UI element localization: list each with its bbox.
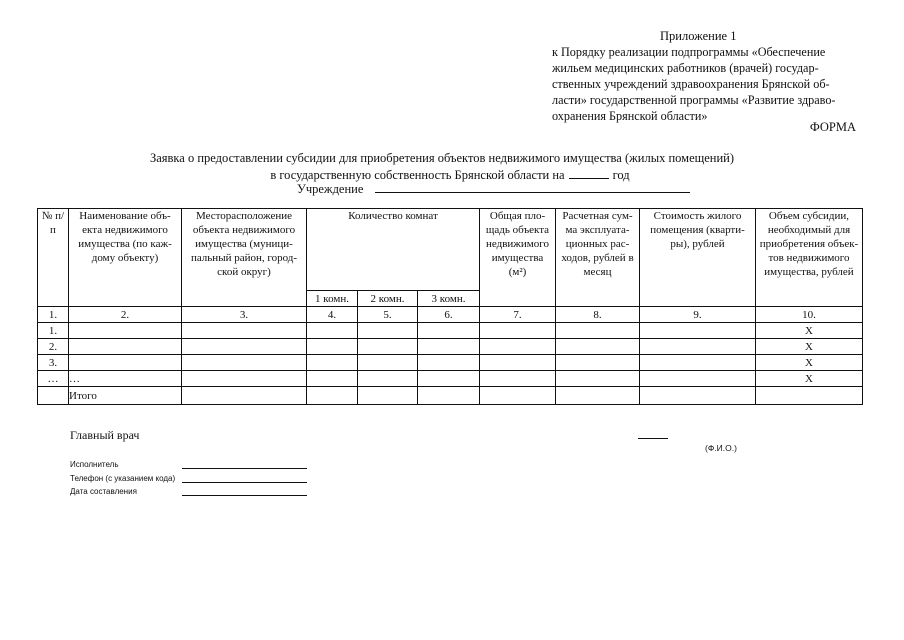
phone-line[interactable]	[182, 482, 307, 483]
appendix-text	[552, 44, 862, 124]
data-rows	[38, 323, 863, 405]
table-cell[interactable]	[307, 371, 358, 387]
row-number-cell[interactable]: …	[38, 371, 69, 387]
table-cell[interactable]	[418, 323, 480, 339]
appendix-title: Приложение 1	[660, 29, 737, 43]
date-line[interactable]	[182, 495, 307, 496]
table-cell[interactable]	[480, 387, 556, 405]
table-row	[38, 339, 863, 355]
institution-label: Учреждение	[297, 182, 364, 196]
header-expenses: Расчетная сум-ма эксплуата-ционных рас-ходов, рублей в месяц	[556, 209, 640, 307]
subsidy-table	[37, 208, 863, 405]
column-number: 8.	[556, 307, 640, 323]
date-label: Дата составления	[70, 487, 137, 496]
appendix-line: ственных учреждений здравоохранения Брянской об-	[552, 77, 830, 91]
table-cell[interactable]	[418, 339, 480, 355]
fio-label: (Ф.И.О.)	[705, 443, 737, 453]
column-numbers-row	[38, 307, 863, 323]
row-number-cell[interactable]: 3.	[38, 355, 69, 371]
row-subsidy-cell[interactable]: Х	[756, 355, 863, 371]
row-number-cell[interactable]: 2.	[38, 339, 69, 355]
table-cell[interactable]	[480, 355, 556, 371]
header-number: № п/п	[38, 209, 69, 307]
column-number: 1.	[38, 307, 69, 323]
appendix-line: ласти» государственной программы «Развитие здраво-	[552, 93, 836, 107]
column-number: 4.	[307, 307, 358, 323]
header-location: Месторасположение объекта недвижимого имущества (муници-пальный район, город-ской округ)	[182, 209, 307, 307]
header-rooms-2: 2 комн.	[358, 291, 418, 307]
appendix-line: жильем медицинских работников (врачей) государ-	[552, 61, 819, 75]
table-cell[interactable]	[307, 387, 358, 405]
signature-title: Главный врач	[70, 428, 140, 442]
table-row	[38, 323, 863, 339]
column-number: 9.	[640, 307, 756, 323]
phone-label: Телефон (с указанием кода)	[70, 474, 176, 483]
header-name: Наименование объ-екта недвижимого имущества (по каж-дому объекту)	[69, 209, 182, 307]
table-cell[interactable]	[182, 339, 307, 355]
table-cell[interactable]	[556, 355, 640, 371]
row-subsidy-cell[interactable]: Х	[756, 323, 863, 339]
table-cell[interactable]	[418, 355, 480, 371]
table-row	[38, 371, 863, 387]
table-cell[interactable]	[418, 371, 480, 387]
row-name-cell[interactable]	[69, 339, 182, 355]
header-cost: Стоимость жилого помещения (кварти-ры), рублей	[640, 209, 756, 307]
table-cell[interactable]	[640, 371, 756, 387]
header-area: Общая пло-щадь объекта недвижимого имущества (м²)	[480, 209, 556, 307]
table-cell[interactable]	[640, 339, 756, 355]
column-number: 7.	[480, 307, 556, 323]
document-subtitle	[0, 166, 902, 183]
table-cell[interactable]	[640, 323, 756, 339]
table-cell[interactable]	[556, 371, 640, 387]
row-name-cell[interactable]: …	[69, 371, 182, 387]
table-cell[interactable]	[182, 323, 307, 339]
executor-line[interactable]	[182, 468, 307, 469]
row-name-cell[interactable]	[69, 323, 182, 339]
table-cell[interactable]	[640, 355, 756, 371]
column-number: 6.	[418, 307, 480, 323]
table-row	[38, 355, 863, 371]
table-cell[interactable]	[358, 323, 418, 339]
table-cell[interactable]	[182, 371, 307, 387]
header-rooms-3: 3 комн.	[418, 291, 480, 307]
row-subsidy-cell[interactable]: Х	[756, 339, 863, 355]
institution-blank[interactable]	[375, 192, 690, 193]
table-cell[interactable]	[358, 387, 418, 405]
column-number: 3.	[182, 307, 307, 323]
row-name-cell[interactable]: Итого	[69, 387, 182, 405]
header-row	[38, 209, 863, 291]
subtitle-prefix: в государственную собственность Брянской области на	[270, 168, 565, 182]
row-subsidy-cell[interactable]: Х	[756, 371, 863, 387]
table-cell[interactable]	[358, 355, 418, 371]
table-row	[38, 387, 863, 405]
table-cell[interactable]	[307, 339, 358, 355]
table-cell[interactable]	[307, 323, 358, 339]
header-subsidy: Объем субсидии, необходимый для приобретения объек-тов недвижимого имущества, рублей	[756, 209, 863, 307]
table-cell[interactable]	[182, 387, 307, 405]
table-cell[interactable]	[307, 355, 358, 371]
header-rooms: Количество комнат	[307, 209, 480, 291]
table-cell[interactable]	[480, 371, 556, 387]
header-rooms-1: 1 комн.	[307, 291, 358, 307]
row-number-cell[interactable]	[38, 387, 69, 405]
table-cell[interactable]	[358, 371, 418, 387]
column-number: 10.	[756, 307, 863, 323]
table-cell[interactable]	[556, 323, 640, 339]
table-cell[interactable]	[480, 323, 556, 339]
row-subsidy-cell[interactable]	[756, 387, 863, 405]
column-number: 2.	[69, 307, 182, 323]
appendix-line: к Порядку реализации подпрограммы «Обеспечение	[552, 45, 826, 59]
row-name-cell[interactable]	[69, 355, 182, 371]
table-cell[interactable]	[418, 387, 480, 405]
form-label: ФОРМА	[809, 120, 856, 134]
table-cell[interactable]	[358, 339, 418, 355]
table-cell[interactable]	[556, 387, 640, 405]
year-blank[interactable]	[569, 166, 609, 179]
table-cell[interactable]	[640, 387, 756, 405]
document-title: Заявка о предоставлении субсидии для приобретения объектов недвижимого имущества (жилых помещений)	[149, 151, 735, 165]
subtitle-suffix: год	[612, 168, 630, 182]
column-number: 5.	[358, 307, 418, 323]
row-number-cell[interactable]: 1.	[38, 323, 69, 339]
table-cell[interactable]	[182, 355, 307, 371]
appendix-line: охранения Брянской области»	[552, 109, 708, 123]
table-cell[interactable]	[480, 339, 556, 355]
executor-label: Исполнитель	[70, 460, 119, 469]
signature-line[interactable]	[638, 438, 668, 439]
table-cell[interactable]	[556, 339, 640, 355]
